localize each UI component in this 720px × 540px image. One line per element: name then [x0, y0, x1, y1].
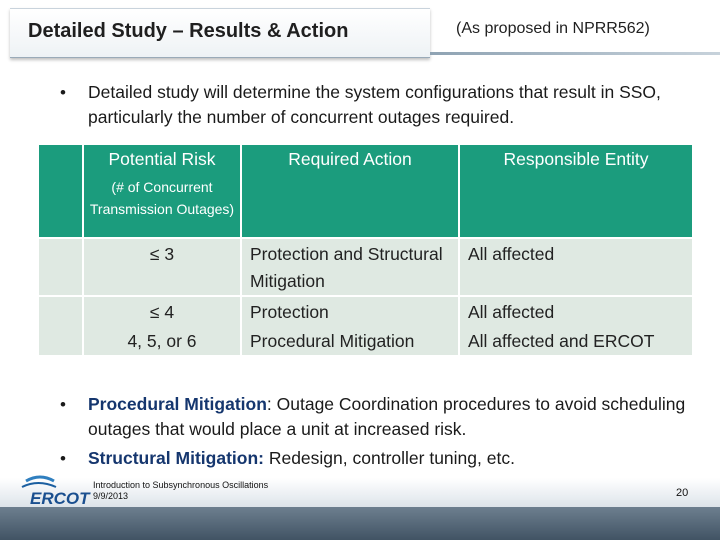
structural-term: Structural Mitigation: — [88, 448, 264, 468]
table-row — [38, 238, 693, 296]
ercot-logo — [20, 475, 92, 509]
procedural-term: Procedural Mitigation — [88, 394, 267, 414]
footer-line2: 9/9/2013 — [93, 491, 129, 501]
table-header-row — [38, 144, 693, 238]
results-table — [37, 143, 694, 357]
cell-risk — [83, 238, 241, 296]
cell-action-value-2: Procedural Mitigation — [250, 331, 415, 351]
procedural-text: : Outage Coordination procedures to avoid scheduling outages that would place a unit at increased risk. — [88, 394, 686, 439]
header-rule — [430, 52, 720, 55]
slide-title: Detailed Study – Results & Action — [28, 20, 349, 42]
cell-entity — [459, 238, 693, 296]
header-responsible-entity — [459, 144, 693, 238]
row-spacer — [38, 238, 83, 296]
bullet-dot: • — [60, 449, 66, 468]
cell-risk-value-2: 4, 5, or 6 — [127, 331, 197, 351]
page-number: 20 — [676, 487, 689, 499]
bullet-procedural — [60, 392, 703, 442]
bullet-dot: • — [60, 395, 66, 414]
slide-subtitle: (As proposed in NPRR562) — [456, 20, 650, 37]
table-header-spacer — [38, 144, 83, 238]
slide-header — [0, 0, 720, 62]
structural-text: Redesign, controller tuning, etc. — [263, 448, 515, 468]
cell-risk-value: ≤ 4 — [149, 302, 175, 322]
bullet-intro-text: Detailed study will determine the system configurations that result in SSO, particularly the number of concurrent outages required. — [88, 82, 661, 127]
bullet-intro — [60, 80, 703, 130]
header-responsible-entity-label: Responsible Entity — [503, 149, 649, 169]
header-potential-risk — [83, 144, 241, 238]
logo-text: ERCOT — [30, 489, 90, 508]
logo-swoosh-2 — [22, 483, 56, 487]
header-required-action — [241, 144, 459, 238]
header-potential-risk-label: Potential Risk — [108, 149, 216, 169]
table-row — [38, 296, 693, 356]
row-spacer — [38, 296, 83, 356]
cell-entity-value: All affected — [468, 302, 555, 322]
footer-line1: Introduction to Subsynchronous Oscillations — [93, 480, 269, 490]
footer-info — [93, 480, 268, 502]
cell-action — [241, 238, 459, 296]
cell-risk — [83, 296, 241, 356]
cell-entity-value: All affected — [468, 244, 555, 264]
cell-action — [241, 296, 459, 356]
cell-action-value: Protection — [250, 302, 329, 322]
cell-risk-value: ≤ 3 — [149, 244, 175, 264]
bullet-structural — [60, 446, 703, 471]
cell-action-value: Protection and Structural Mitigation — [250, 244, 443, 291]
cell-entity-value-2: All affected and ERCOT — [468, 331, 655, 351]
bullet-dot: • — [60, 83, 66, 102]
header-required-action-label: Required Action — [288, 149, 412, 169]
cell-entity — [459, 296, 693, 356]
footer-bar — [0, 507, 720, 540]
logo-swoosh — [26, 477, 54, 481]
header-potential-risk-sublabel: (# of Concurrent Transmission Outages) — [89, 179, 235, 217]
